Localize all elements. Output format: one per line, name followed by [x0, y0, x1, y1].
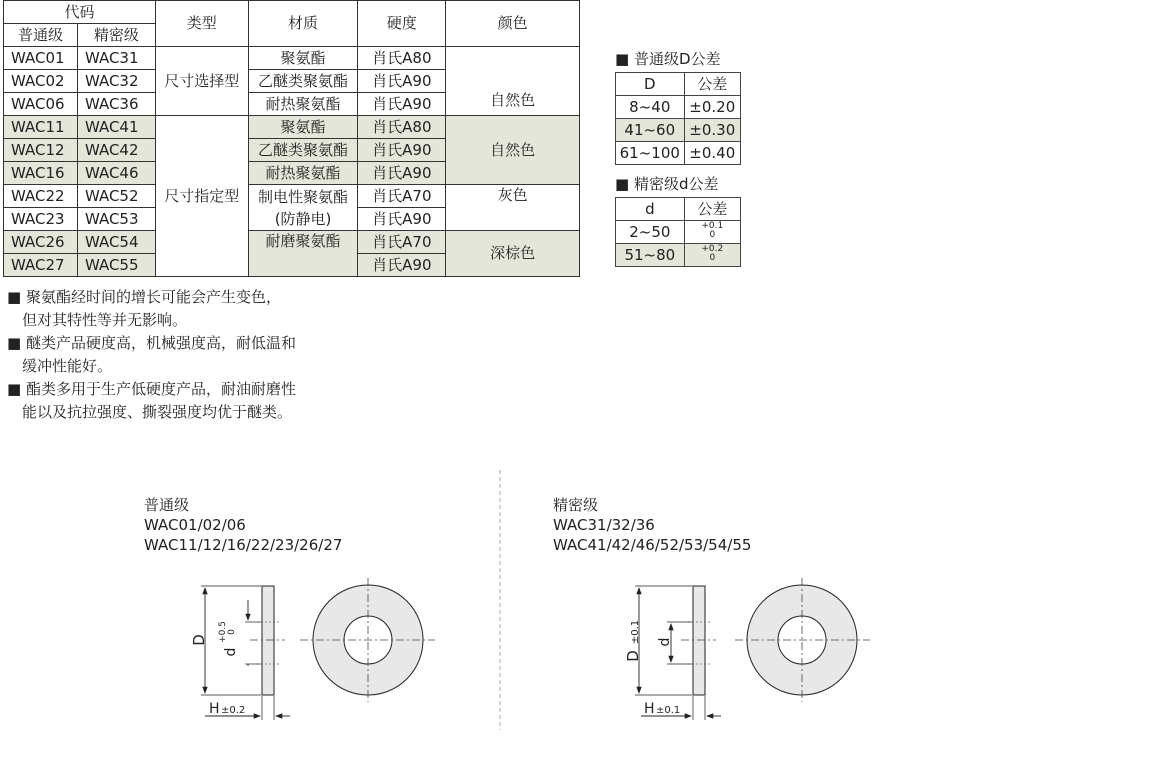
header-normal-grade: 普通级 — [4, 24, 78, 47]
hardness-cell: 肖氏A70 — [358, 185, 446, 208]
tol-range: 2~50 — [616, 221, 685, 244]
tolerance-precise-title: ■ 精密级d公差 — [615, 175, 719, 193]
hardness-cell: 肖氏A90 — [358, 254, 446, 277]
tol-range: 41~60 — [616, 119, 685, 142]
dim-H-tol: ±0.1 — [656, 705, 681, 716]
tolerance-normal-table — [615, 72, 741, 165]
code-precise: WAC52 — [77, 185, 155, 208]
tol-value — [684, 221, 740, 244]
material-cell: 耐磨聚氨酯 — [248, 231, 358, 277]
tolerance-normal-title: ■ 普通级D公差 — [615, 50, 721, 68]
hardness-cell: 肖氏A90 — [358, 139, 446, 162]
drawing-precise-labels — [553, 495, 751, 555]
tol-value: ±0.30 — [684, 119, 740, 142]
spec-table — [3, 0, 580, 277]
color-cell: 深棕色 — [446, 231, 580, 277]
material-cell: 耐热聚氨酯 — [248, 93, 358, 116]
drawing-normal-title: 普通级 — [144, 496, 190, 514]
material-cell: 耐热聚氨酯 — [248, 162, 358, 185]
section-divider — [495, 470, 505, 730]
code-precise: WAC36 — [77, 93, 155, 116]
color-cell: 自然色 — [446, 116, 580, 185]
tol-range: 8~40 — [616, 96, 685, 119]
drawing-normal-labels — [144, 495, 342, 555]
note-item — [7, 332, 296, 378]
drawing-precise — [615, 570, 875, 730]
code-precise: WAC42 — [77, 139, 155, 162]
dim-H: H — [209, 701, 220, 717]
code-normal: WAC11 — [4, 116, 78, 139]
code-precise: WAC54 — [77, 231, 155, 254]
hardness-cell: 肖氏A90 — [358, 93, 446, 116]
table-row — [4, 231, 580, 254]
tol-header: 公差 — [684, 198, 740, 221]
material-cell: 乙醚类聚氨酯 — [248, 70, 358, 93]
washer-side-view — [693, 586, 705, 695]
code-normal: WAC02 — [4, 70, 78, 93]
code-precise: WAC41 — [77, 116, 155, 139]
dim-D-tol: ±0.1 — [630, 619, 641, 645]
note-line: ■ 酯类多用于生产低硬度产品，耐油耐磨性 — [7, 380, 296, 398]
header-precise-grade: 精密级 — [77, 24, 155, 47]
tol-header: 公差 — [684, 73, 740, 96]
color-cell: 灰色 — [446, 185, 580, 231]
header-code: 代码 — [4, 1, 156, 24]
tolerance-precise-table — [615, 197, 741, 267]
header-color: 颜色 — [446, 1, 580, 47]
tolerance-precise — [615, 174, 741, 267]
code-precise: WAC53 — [77, 208, 155, 231]
type-cell: 尺寸指定型 — [155, 116, 248, 277]
code-normal: WAC06 — [4, 93, 78, 116]
note-item — [7, 378, 296, 424]
note-line: 能以及抗拉强度、撕裂强度均优于醚类。 — [22, 403, 293, 421]
dim-H-tol: ±0.2 — [221, 705, 246, 716]
material-cell: 乙醚类聚氨酯 — [248, 139, 358, 162]
material-antistatic-line2: (防静电) — [274, 209, 332, 228]
drawing-precise-codes: WAC41/42/46/52/53/54/55 — [553, 536, 752, 554]
dim-d: d — [223, 647, 239, 657]
code-precise: WAC46 — [77, 162, 155, 185]
hardness-cell: 肖氏A80 — [358, 47, 446, 70]
dim-H: H — [644, 701, 655, 717]
dim-D: D — [190, 634, 208, 646]
tol-header: D — [616, 73, 685, 96]
table-row — [4, 116, 580, 139]
table-row — [4, 185, 580, 208]
code-normal: WAC01 — [4, 47, 78, 70]
hardness-cell: 肖氏A90 — [358, 162, 446, 185]
tolerance-normal — [615, 49, 741, 165]
note-line: 缓冲性能好。 — [22, 357, 113, 375]
type-cell: 尺寸选择型 — [155, 47, 248, 116]
material-antistatic-line1: 制电性聚氨酯 — [258, 187, 349, 206]
tol-value — [684, 244, 740, 267]
tol-lower: 0 — [709, 229, 716, 240]
table-row — [4, 47, 580, 70]
material-antistatic — [248, 185, 358, 231]
hardness-cell: 肖氏A90 — [358, 70, 446, 93]
drawing-precise-codes: WAC31/32/36 — [553, 516, 655, 534]
color-cell: 自然色 — [446, 47, 580, 116]
tol-range: 61~100 — [616, 142, 685, 165]
dim-d: d — [657, 637, 673, 647]
drawing-precise-title: 精密级 — [553, 496, 599, 514]
drawing-normal-codes: WAC11/12/16/22/23/26/27 — [144, 536, 343, 554]
code-precise: WAC32 — [77, 70, 155, 93]
dim-d-upper: +0.5 — [218, 621, 228, 643]
code-normal: WAC27 — [4, 254, 78, 277]
tol-lower: 0 — [709, 252, 716, 263]
tol-header: d — [616, 198, 685, 221]
hardness-cell: 肖氏A90 — [358, 208, 446, 231]
note-line: ■ 醚类产品硬度高，机械强度高，耐低温和 — [7, 334, 296, 352]
code-precise: WAC31 — [77, 47, 155, 70]
code-normal: WAC22 — [4, 185, 78, 208]
code-normal: WAC26 — [4, 231, 78, 254]
material-cell: 聚氨酯 — [248, 116, 358, 139]
tol-value: ±0.20 — [684, 96, 740, 119]
code-normal: WAC23 — [4, 208, 78, 231]
header-type: 类型 — [155, 1, 248, 47]
note-line: 但对其特性等并无影响。 — [22, 311, 188, 329]
tol-range: 51~80 — [616, 244, 685, 267]
header-hardness: 硬度 — [358, 1, 446, 47]
hardness-cell: 肖氏A70 — [358, 231, 446, 254]
note-item — [7, 286, 296, 332]
drawing-normal-codes: WAC01/02/06 — [144, 516, 246, 534]
tol-value: ±0.40 — [684, 142, 740, 165]
material-cell: 聚氨酯 — [248, 47, 358, 70]
header-material: 材质 — [248, 1, 358, 47]
drawing-normal — [185, 570, 445, 730]
tol-upper: +0.2 — [701, 243, 724, 254]
tol-upper: +0.1 — [701, 220, 724, 231]
note-line: ■ 聚氨酯经时间的增长可能会产生变色， — [7, 288, 281, 306]
code-normal: WAC12 — [4, 139, 78, 162]
dim-d-lower: 0 — [227, 629, 237, 635]
dim-D: D — [624, 650, 642, 662]
code-precise: WAC55 — [77, 254, 155, 277]
washer-side-view — [262, 586, 274, 695]
hardness-cell: 肖氏A80 — [358, 116, 446, 139]
notes — [7, 286, 296, 424]
code-normal: WAC16 — [4, 162, 78, 185]
